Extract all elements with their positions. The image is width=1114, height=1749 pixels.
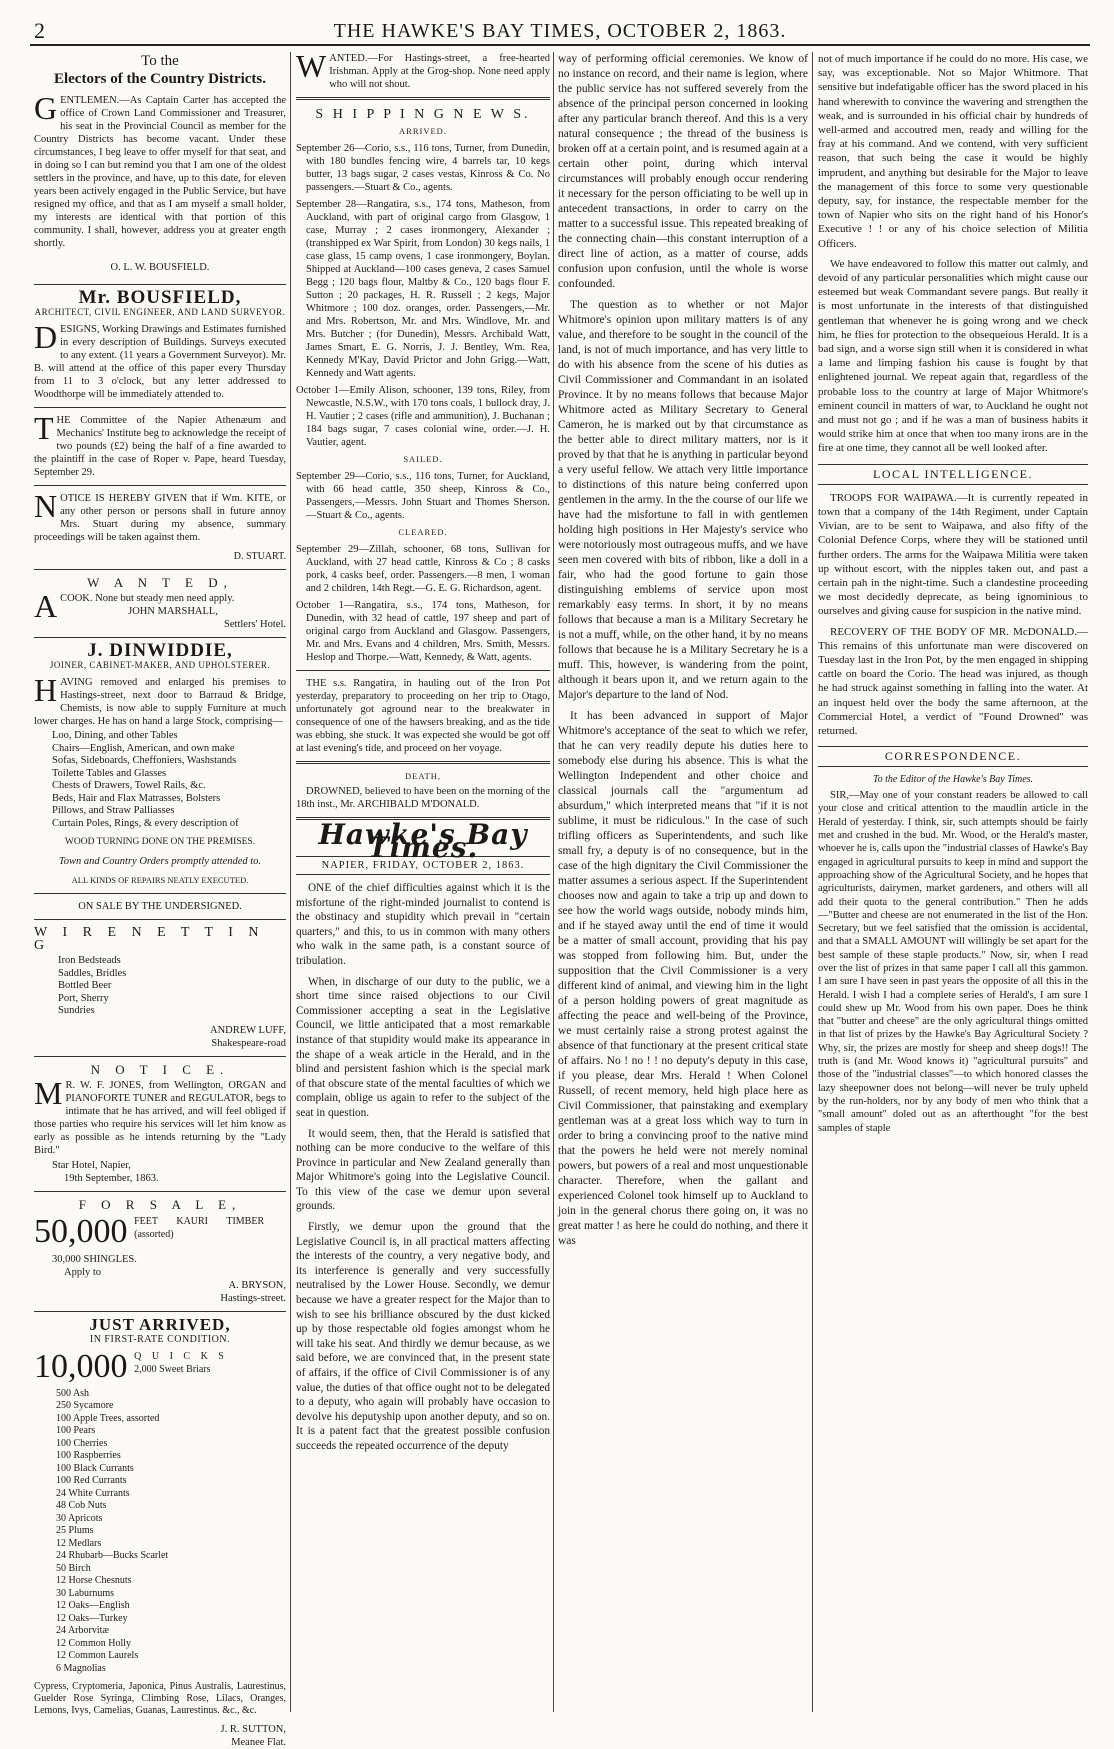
wanted-heading: W A N T E D, [87, 575, 233, 590]
list-item: Sofas, Sideboards, Cheffoniers, Washstands [52, 755, 237, 766]
editorial-paragraph: When, in discharge of our duty to the public, we a short time since raised objections to our Civil Commissioner accepting a seat in the Legislative Council, we little anticipated that a most remarkable instance of that stupidity would make its appearance in the shape of a weak article in the Herald, and in the blind and persistent fashion which is the special mark of that obscure state of the mental faculties of which we complain, oblige us again to refer to the subject of the seat in question. [296, 975, 550, 1119]
column-rule [290, 52, 291, 1712]
list-item: 12 Oaks—Turkey [56, 1612, 128, 1624]
electors-signature: O. L. W. BOUSFIELD. [110, 261, 210, 273]
column-rule [812, 52, 813, 1712]
list-item: Port, Sherry [58, 992, 109, 1004]
shipping-news [296, 125, 550, 664]
correspondence-salutation: To the Editor of the Hawke's Bay Times. [872, 774, 1034, 786]
editorial-conclusion [818, 52, 1088, 456]
dinwiddie-tail: WOOD TURNING DONE ON THE PREMISES. [64, 837, 256, 847]
arrived-briars: 2,000 Sweet Briars [134, 1363, 211, 1375]
dinwiddie-trade: JOINER, CABINET-MAKER, AND UPHOLSTERER. [49, 660, 271, 670]
running-masthead: THE HAWKE'S BAY TIMES, OCTOBER 2, 1863. [333, 20, 787, 42]
list-item: Chairs—English, American, and own make [52, 742, 235, 754]
arrived-subheading: IN FIRST-RATE CONDITION. [89, 1333, 231, 1345]
wanted-signature-place: Settlers' Hotel. [224, 619, 286, 630]
divider [296, 97, 550, 100]
arrived-list [56, 1388, 286, 1676]
column-advertisements [34, 52, 286, 1748]
correspondence-letter [818, 789, 1088, 1135]
death-heading: DEATH, [405, 771, 441, 781]
wanted-signature: JOHN MARSHALL, [128, 606, 218, 617]
arrived-tail: Cypress, Cryptomeria, Japonica, Pinus Australis, Laurestinus, Guelder Rose Syringa, Climbing Rose, Lilacs, Oranges, Lemons, Ivys, Camelias, Guanas, Laurestinus. &c., &c. [34, 1681, 286, 1716]
column-rule [553, 52, 554, 1712]
column-local-correspondence [818, 52, 1088, 1712]
list-item: Toilette Tables and Glasses [52, 767, 167, 779]
rangatira-note: THE s.s. Rangatira, in hauling out of the Iron Pot yesterday, preparatory to proceeding on her trip to Otago, unfortunately got aground near to the breakwater in consequence of one of the hawsers breaking, and as the tide was ebbing, she stuck. It was expected she would be got off at last evening's tide, and proceed on her voyage. [296, 678, 550, 754]
forsale-quantity: 50,000 [34, 1212, 128, 1250]
bousfield-trade: ARCHITECT, CIVIL ENGINEER, AND LAND SURVEYOR. [34, 307, 286, 317]
divider [296, 670, 550, 671]
divider [34, 637, 286, 638]
editorial-paragraph: The question as to whether or not Major Whitmore's opinion upon military matters is of any value, and therefore to be sought in the council of the land, is not of much importance, and has very little to do with his absence from the scene of his duties as Civil Commissioner and Commandant in an isolated Province. It by no means follows that because Major Whitmore acted as Military Secretary to General Cameron, he is marked out by that circumstance as the better able to direct military matters, nor is it proved by that that he is anything in particular beyond a very useful fellow. We attach very little importance to distinctions of this nature being conferred upon gentlemen in the army. In the the course of our life we have had the misfortune to fall in with gentlemen holding high positions in Her Majesty's service who were notoriously most outrageous muffs, and we have seen men covered with bits of ribbon, like a doll in a fair, who had the good fortune to gain those distinguishing emblems of service upon most remarkably easy terms. In short, it by no means follows that because a man is a Military Secretary he is not a muff, while, on the other hand, it by no means follows that because he is a Military Secretary he is a muff. This, however, is wandering from the point, although it bears upon it, and we return again to the Major's departure to the land of Nod. [558, 299, 808, 701]
list-item: Curtain Poles, Rings, & every description of [52, 817, 239, 829]
list-item: 30 Laburnums [56, 1587, 115, 1599]
local-intelligence-heading: LOCAL INTELLIGENCE. [818, 464, 1088, 485]
shipping-heading: S H I P P I N G N E W S. [315, 107, 531, 122]
electors-title: To the [141, 53, 179, 69]
notice2-body: MR. W. F. JONES, from Wellington, ORGAN and PIANOFORTE TUNER and REGULATOR, begs to intimate that he has arrived, and will feel obliged if those parties who require his services will let him know as early as possible as he intends returning by the "Lady Bird." [34, 1074, 286, 1156]
correspondence-heading: CORRESPONDENCE. [818, 746, 1088, 767]
list-item: 12 Oaks—English [56, 1600, 130, 1611]
forsale-figure [34, 1212, 286, 1250]
notice2-address: Star Hotel, Napier, [52, 1159, 131, 1171]
dinwiddie-orders: Town and Country Orders promptly attended to. [58, 856, 262, 867]
wire-signature-place: Shakespeare-road [211, 1037, 286, 1049]
shipping-entry: September 26—Corio, s.s., 116 tons, Turner, from Dunedin, with 180 bundles fencing wire, 4 barrels tar, 10 kegs butter, 13 bags sugar, 2 cases vestas, Kinross & Co. No passengers.—Stuart & Co., agents. [296, 143, 550, 193]
list-item: Saddles, Bridles [58, 967, 127, 979]
list-item: 24 White Currants [56, 1487, 130, 1499]
wanted-body: ACOOK. None but steady men need apply. [34, 588, 235, 624]
list-item: 30 Apricots [56, 1512, 103, 1524]
editorial-paragraph: It would seem, then, that the Herald is satisfied that nothing can be more conducive to the welfare of this Province in particular and New Zealand generally than Major Whitmore's going into the Legislative Council. To this view of the case we demur upon several grounds. [296, 1127, 550, 1213]
arrived-heading: JUST ARRIVED, [89, 1314, 231, 1334]
list-item: 100 Red Currants [56, 1475, 127, 1486]
list-item: 6 Magnolias [56, 1662, 106, 1674]
sailed-label: SAILED. [403, 454, 443, 464]
electors-body: GENTLEMEN.—As Captain Carter has accepted the office of Crown Land Commissioner and Treasurer, his seat in the Provincial Council as member for the Country Districts has become vacant. Under these circumstances, I beg leave to offer myself for that seat, and in doing so I can but remind you that I am one of the oldest settlers in the province, and have, up to this date, for eleven years been actively engaged in the Public Service, but have resigned my office, and that as I am myself a small holder, my interests are identical with that portion of this community. I shall, however, address you at greater ength shortly. [34, 90, 286, 249]
forsale-heading: F O R S A L E, [78, 1196, 242, 1212]
list-item: 50 Birch [56, 1562, 91, 1574]
editorial-continued [558, 52, 808, 1249]
local-item: RECOVERY OF THE BODY OF MR. McDONALD.—This remains of this unfortunate man were discovered on Tuesday last in the Iron Pot, by the men engaged in shipping cattle on board the Corio. The head was injured, as though he had struck against something in falling into the water. At an inquest held over the body the same afternoon, at the Commercial Hotel, a verdict of "Found Drowned" was returned. [818, 625, 1088, 737]
arrived-signature-place: Meanee Flat. [231, 1737, 286, 1748]
notice2-date: 19th September, 1863. [64, 1172, 159, 1184]
list-item: Iron Bedsteads [58, 955, 121, 966]
forsale-shingles: 30,000 SHINGLES. [52, 1253, 137, 1265]
shipping-entry: September 28—Rangatira, s.s., 174 tons, Matheson, from Auckland, with part of original cargo from Glasgow, 1 case, Murray ; 2 cases ironmongery, Alexander ; (transhipped ex War Spirit, from London) 30 kegs nails, 1 case glass, 15 camp ovens, 1 case ironmongery, Boylan. Shipped at Auckland—100 cases geneva, 2 cases Samuel Begg ; 120 bags flour, Maltby & Co., 120 bags flour F. Sutton ; 20 packages, H. R. Russell ; 2 kegs, Major Whitmore ; 100 doz. oranges, order. Passengers,—Mr. and Mrs. Robertson, Mr. and Mrs. Windlove, Mr. and Mrs. Butcher ; (for Dunedin), Messrs. Archibald Watt, James Smart, E. G. Norris, J. J. Bentley, Wm. Rea, Kennedy M'Kay, David Prictor and John Grigg.—Watt, Kennedy and Watt agents. [296, 199, 550, 379]
wire-heading: W I R E N E T T I N G [34, 925, 265, 953]
divider [34, 893, 286, 894]
wanted-irishman: WANTED.—For Hastings-street, a free-hearted Irishman. Apply at the Grog-shop. None need apply who will not shout. [296, 48, 550, 90]
arrived-quantity: 10,000 [34, 1347, 128, 1385]
divider [34, 569, 286, 570]
column-shipping-editorial [296, 48, 550, 1712]
list-item: 100 Pears [56, 1425, 96, 1436]
dinwiddie-body: HAVING removed and enlarged his premises to Hastings-street, next door to Barraud & Bridge, Chemists, is now able to supply Furniture at much lower charges. He has on hand a large Stock, comprising— [34, 672, 286, 727]
list-item: 12 Horse Chesnuts [56, 1575, 132, 1586]
local-item: TROOPS FOR WAIPAWA.—It is currently repeated in town that a company of the 14th Regiment, under Captain Vivian, are to be sent to Waipawa, and also fifty of the Colonial Defence Corps, where they will be stationed until further orders. The arms for the Waipawa Militia were taken up without escort, with the nipples taken out, and past a certain pah in the night-time. Such a clandestine proceeding we most decidedly deprecate, as being ignominious to ourselves and giving cause for suspicion in the native mind. [818, 491, 1088, 618]
editorial-paragraph: Firstly, we demur upon the ground that the Legislative Council is, in all practical matters affecting the interests of the country, a very negative body, and its interference is generally and very successfully neutralised by the Lower House. Secondly, we demur because we have a greater respect for the Major than to wish to see his brilliance obscured by the dust kicked up by those respectable old fogies amongst whom he will take his seat. And thirdly we demur because, as we said before, we are convinced that, in the present state of affairs, if the office of Civil Commissioner is of any value, the duties of that office ought not to be delegated to a deputy, who again will probably have occasion to devolve his deputyship upon another deputy, and so on. It is a patent fact that the greatest possible confusion succeeds the repeated occurrence of the deputy [296, 1221, 550, 1452]
list-item: 48 Cob Nuts [56, 1500, 107, 1511]
dinwiddie-stock-list [52, 730, 286, 830]
divider [34, 284, 286, 285]
list-item: 100 Black Currants [56, 1462, 134, 1474]
divider [34, 1191, 286, 1192]
list-item: 100 Cherries [56, 1437, 108, 1449]
dinwiddie-repairs: ALL KINDS OF REPAIRS NEATLY EXECUTED. [71, 875, 249, 885]
notice2-heading: N O T I C E. [90, 1061, 230, 1077]
cleared-label: CLEARED. [398, 527, 448, 537]
electors-title-2: Electors of the Country Districts. [53, 71, 267, 87]
editorial-dateline: NAPIER, FRIDAY, OCTOBER 2, 1863. [296, 856, 550, 875]
page-header [30, 18, 1090, 46]
forsale-signature-place: Hastings-street. [220, 1292, 286, 1304]
shipping-entry: September 29—Zillah, schooner, 68 tons, Sullivan for Auckland, with 27 head cattle, Kinross & Co ; 8 casks pork, 4 casks beef, order. Passengers.—8 men, 1 woman and 2 children, 14th Regt.—G. E. G. Richardson, agent. [296, 544, 550, 594]
list-item: 100 Apple Trees, assorted [56, 1412, 160, 1424]
sale-heading: ON SALE BY THE UNDERSIGNED. [78, 901, 242, 912]
list-item: 24 Rhubarb—Bucks Scarlet [56, 1550, 169, 1561]
shipping-entry: October 1—Emily Alison, schooner, 139 tons, Riley, from Newcastle, N.S.W., with 170 tons coals, 1 bullock dray, J. H. Vautier ; 2 cases (rifle and ammunition), J. Buchanan ; 184 bags sugar, 7 cases colonial wine, order.—J. H. Vautier, agent. [296, 385, 550, 448]
divider [34, 485, 286, 486]
arrived-signature: J. R. SUTTON, [220, 1724, 286, 1735]
list-item: Pillows, and Straw Palliasses [52, 805, 175, 816]
wire-list [58, 955, 286, 1018]
notice-body: NOTICE IS HEREBY GIVEN that if Wm. KITE, or any other person or persons shall in future annoy Mrs. Stuart during my absence, summary proceedings will be taken against them. [34, 488, 286, 543]
editorial-paragraph: We have endeavored to follow this matter out calmly, and devoid of any particular personalities which might cause our esteemed but weak Commandant severe pangs. But really it is most unfortunate in the interests of that distinguished gentleman that whenever he is going wrong and we check him, he flies for protection to the obsequeious Herald. It is a bad sign, and a worse sign still when it is considered in what a lame and limping fashion his cause is fought by that enlightened journal. We repeat again that, regardless of the probable loss to the country at large of Major Whitmore's eminent council in matters of war, to Auckland he ought not and must not go ; and if he was a man of business habits it would strike him at once that when too many irons are in the fire at one time, they cannot all be well looked after. [818, 257, 1088, 455]
editorial-paragraph: way of performing official ceremonies. We know of no instance on record, and their name is legion, where the public service has not suffered severely from the absence of the principal person concerned in looking after any particular branch thereof. And this is a very natural consequence ; the thread of the business is broken off at a certain point, and is resumed again at a certain other point, during which interval circumstances will probably enough occur rendering it necessary for the person officiating to be well up in antecedent transactions, in order to carry on the matter to a successful issue. This repeated breaking of the connecting chain—this constant interruption of a direct line of action, as a matter of course, adds confusion upon confusion, until the whole is worse confounded. [558, 53, 808, 290]
forsale-signature: A. BRYSON, [228, 1279, 286, 1291]
divider [34, 1056, 286, 1057]
list-item: Bottled Beer [58, 980, 112, 991]
divider [34, 407, 286, 408]
list-item: Beds, Hair and Flax Matrasses, Bolsters [52, 792, 221, 804]
column-editorial-continued [558, 52, 808, 1712]
divider [34, 919, 286, 920]
editorial-paragraph: not of much importance if he could do no more. His case, we say, was exceptionable. Not so Major Whitmore. That sensitive but indefatigable officer has the sword placed in his hand wherewith to convince the wavering and strengthen the weak, and is surrounded in his official chair by hundreds of well-armed and accoutred men, ready and willing for the fray at his command. And we contend, with very sufficient reason, that such being the case it would be highly imprudent, and anything but desirable for the Major to leave the management of this force to some very questionable deputy, say, for instance, the respectable member for the town of Napier who sits on the right hand of his Honor's Executive ! ! or any of his choice selection of Militia Officers. [818, 53, 1088, 250]
forsale-apply: Apply to [64, 1266, 102, 1278]
local-intelligence [818, 491, 1088, 738]
newspaper-title: Hawke's Bay Times. [318, 818, 528, 864]
arrived-figure [34, 1347, 286, 1385]
list-item: 24 Arborvitæ [56, 1625, 110, 1636]
list-item: Loo, Dining, and other Tables [52, 730, 178, 741]
list-item: Chests of Drawers, Towel Rails, &c. [52, 780, 206, 791]
editorial-paragraph: It has been advanced in support of Major Whitmore's acceptance of the seat to which we refer, that he can very readily depute his duties here to somebody else during his absence. This is what the Wellington Independent and other choice and classical journals call the "argumentum ad absurdum," which interpreted means that "if it is not sublime, it must be ridiculous." In the case of such trifling officers as Superintendents, and such like small fry, a deputy is of no consequence, but in the case of the high dignitary the Civil Commissioner the matter assumes a serious aspect. If the Superintendent chooses now and again to take a trip up and down to see how the world wags outside, nobody minds him, and if he stayed away until the end of time it would be a matter of small account, providing that his pay was stopped from following him. But, under the supposition that the Civil Commissioner is a very different kind of animal, and viewing him in the light of a person holding powers of great magnitude as affecting the peace and well-being of the Province, we must certainly raise a strong protest against the absence of that functionary at the present critical state of affairs. No ! no ! ! no deputy's deputy in this case, if you please, dear Mrs. Herald ! When Colonel Russell, of recent memory, held high place here as Civil Commissioner, that painstaking and exemplary gentleman was at a great loss which way to turn in order to bring a convincing proof to the native mind that the powers he held were not merely nominal powers, but powers of a real and most unquestionable character. Therefore, when the gallant and experienced Colonel took himself up to Auckland to join in the general chorus there going on, it was no great matter ! as here he could do nothing, and there it was [558, 710, 808, 1247]
list-item: 100 Raspberries [56, 1450, 121, 1461]
divider [296, 761, 550, 764]
athenaeum-body: THE Committee of the Napier Athenæum and Mechanics' Institute beg to acknowledge the receipt of two pounds (£2) being the half of a fine awarded to the plaintiff in the case of Roper v. Pape, heard Tuesday, September 29. [34, 410, 286, 478]
shipping-entry: September 29—Corio, s.s., 116 tons, Turner, for Auckland, with 66 head cattle, 350 sheep, Kinross & Co., Passengers,—Messrs. John Stuart and Thomes Sherson.—Stuart & Co., agents. [296, 471, 550, 521]
list-item: Sundries [58, 1005, 95, 1016]
arrived-quicks: Q U I C K S [134, 1350, 228, 1362]
letter-paragraph: SIR,—May one of your constant readers be allowed to call your close and critical attention to the maudlin article in the Herald of yesterday. I think, sir, such attempts should be fairly met and crushed in the bud. Mr. Wood, or the Herald's master, whoever he is, calls upon the "industrial classes of Hawke's Bay engaged in agricultural pursuits to keep in mind and support the approaching show of the Agricultural Society, and he hopes that agriculturists, dairymen, market gardeners, and others will all add their quota to the general contribution." Then he adds—"Butter and cheese are not enumerated in the list of the Hon. Secretary, but we feel satisfied that the omission is accidental, and that a SMALL AMOUNT will willingly be set apart for the best sample of these staple products." Now, sir, when I read over the list of prizes in that same paper I call all this gammon. I am sure I have seen in past years the opposite of all this in the Herald. I wish I had a complete series of Herald's, I am sure I could shew up Mr. Wood from his own paper. Does he think that "butter and cheese" are the only agricultural things omitted in that list of prizes by the Hawke's Bay Agricultural Society ? Why, sir, the prizes are mostly for sheep and sheep dogs!! The truth is (and Mr. Wood knows it) "agricultural pursuits" and those of the "industrial classes"—to which honored classes the lazy sheepowner does not belong—will never be truly upheld by the run-holders, nor by any body of men who think that a "small amount" doled out as an afterthought "for the best samples of staple [818, 790, 1088, 1134]
editorial [296, 881, 550, 1454]
death-notice: DROWNED, believed to have been on the morning of the 18th inst., Mr. ARCHIBALD M'DONALD. [296, 786, 550, 810]
bousfield-name: Mr. BOUSFIELD, [78, 287, 242, 308]
editorial-paragraph: ONE of the chief difficulties against which it is the misfortune of the right-minded journalist to contend is the obstinacy and stupidity which prevail in "certain quarters," and this, to us in common with many others who walk in the same path, is a constant source of tribulation. [296, 882, 550, 967]
notice-signature: D. STUART. [233, 551, 286, 562]
arrived-side [130, 1350, 228, 1376]
wire-signature: ANDREW LUFF, [210, 1024, 286, 1036]
list-item: 12 Common Holly [56, 1637, 132, 1649]
list-item: 12 Medlars [56, 1537, 102, 1549]
forsale-description: FEET KAURI TIMBER (assorted) [134, 1215, 265, 1240]
list-item: 12 Common Laurels [56, 1650, 139, 1661]
list-item: 500 Ash [56, 1387, 90, 1399]
arrived-label: ARRIVED. [399, 126, 447, 136]
page-number: 2 [34, 18, 45, 43]
dinwiddie-name: J. DINWIDDIE, [87, 640, 233, 661]
list-item: 250 Sycamore [56, 1400, 114, 1411]
shipping-entry: October 1—Rangatira, s.s., 174 tons, Matheson, for Dunedin, with 32 head of cattle, 197 sheep and part of original cargo from Auckland and Glasgow. Passengers, Mr. and Mrs. Evans and 4 children, Mrs. Smith, Messrs. Heslop and Thorpe.—Watt, Kennedy, & Watt, agents. [296, 600, 550, 663]
list-item: 25 Plums [56, 1525, 94, 1536]
bousfield-body: DESIGNS, Working Drawings and Estimates furnished in every description of Buildings. Surveys executed to any extent. (11 years a Government Surveyor). Mr. B. will attend at the office of this paper every Thursday from 11 to 3 o'clock, but any letter addressed to Woodthorpe will be immediately attended to. [34, 319, 286, 400]
divider [34, 1311, 286, 1312]
